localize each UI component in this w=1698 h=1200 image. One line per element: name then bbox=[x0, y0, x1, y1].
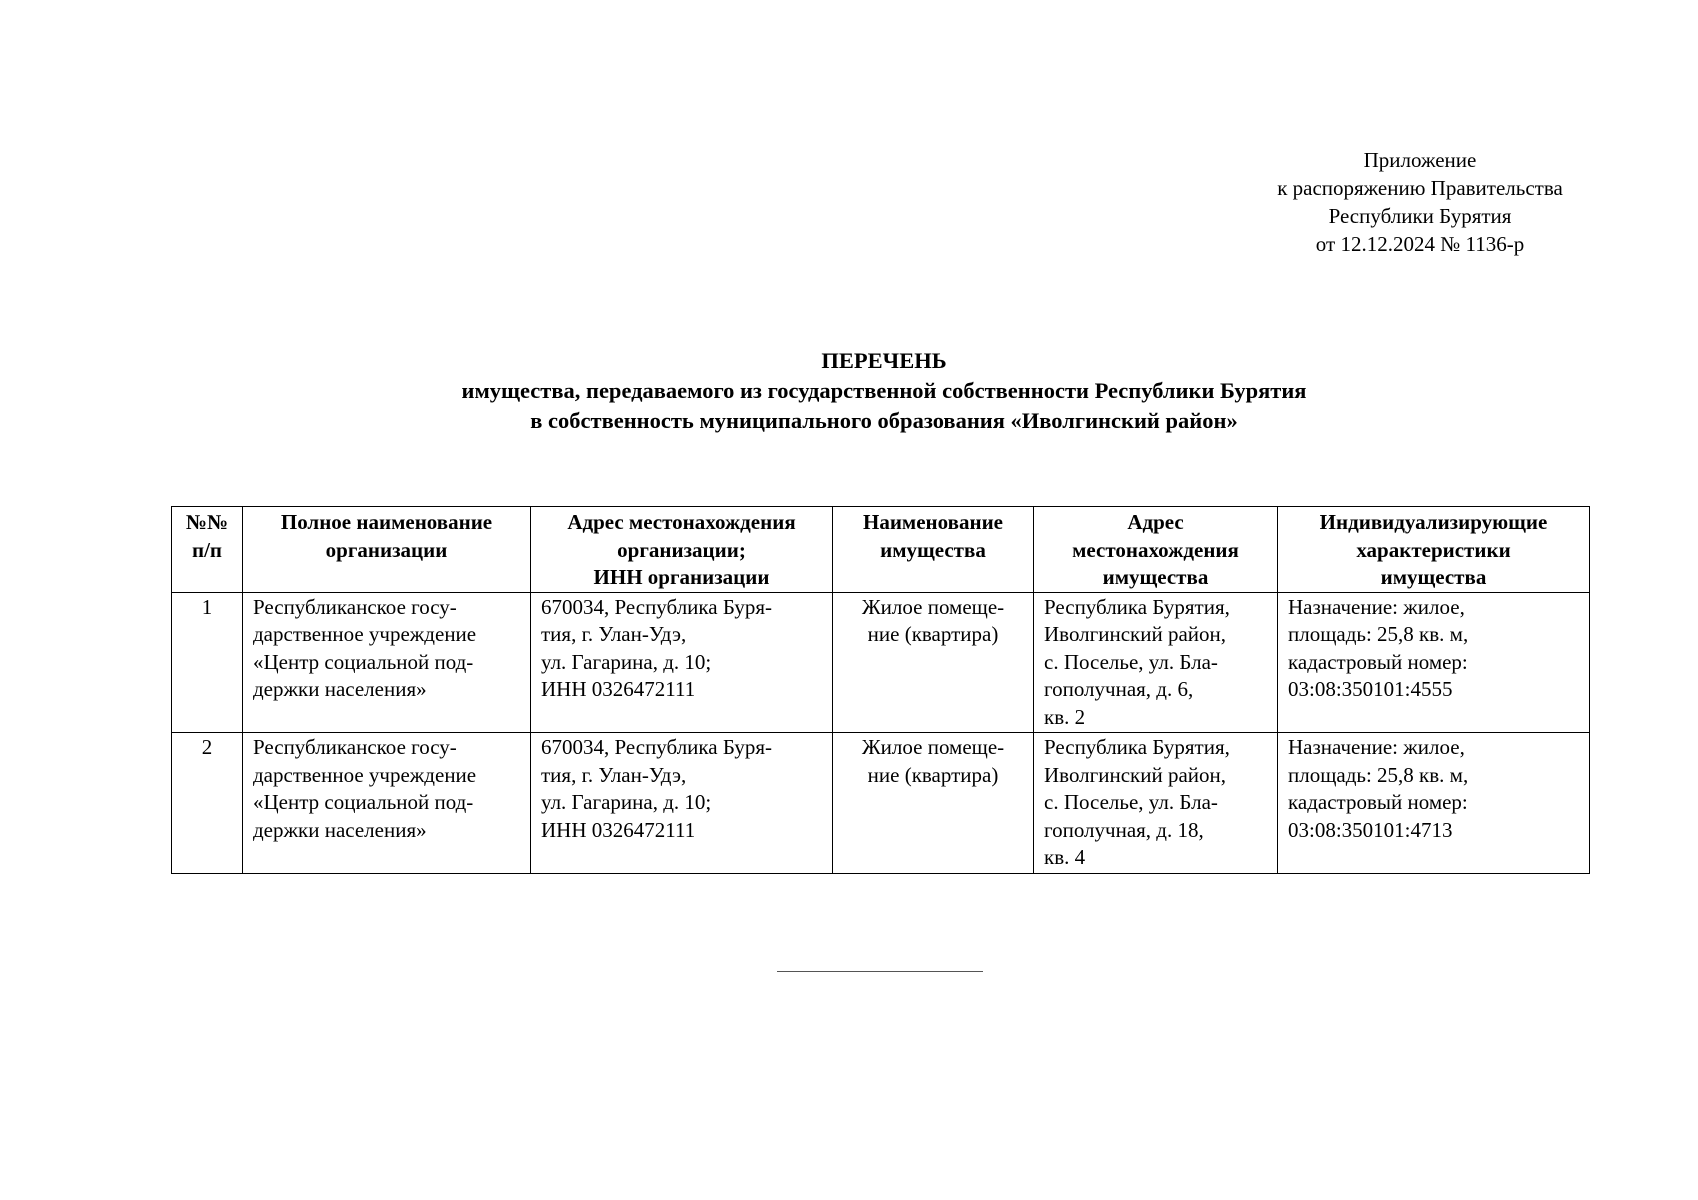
cell-property-address bbox=[1034, 733, 1278, 874]
header-property-address bbox=[1034, 507, 1278, 593]
cell-text: ИНН 0326472111 bbox=[541, 817, 696, 842]
header-organization bbox=[243, 507, 531, 593]
header-text: Адрес bbox=[1127, 510, 1184, 534]
cell-text: Республиканское госу- bbox=[253, 594, 457, 619]
cell-text: дарственное учреждение bbox=[253, 622, 477, 646]
cell-organization bbox=[243, 733, 531, 874]
cell-property-name bbox=[833, 592, 1034, 733]
title-line: имущества, передаваемого из государственной собственности Республики Бурятия bbox=[461, 378, 1307, 403]
header-characteristics bbox=[1278, 507, 1590, 593]
appendix-line: Республики Бурятия bbox=[1328, 204, 1512, 228]
table-row bbox=[172, 733, 1590, 874]
cell-org-address bbox=[531, 592, 833, 733]
cell-text: кв. 2 bbox=[1044, 704, 1086, 729]
cell-text: Жилое помеще- bbox=[861, 735, 1005, 759]
title-line: в собственность муниципального образования «Иволгинский район» bbox=[530, 408, 1238, 433]
cell-text: держки населения» bbox=[253, 677, 427, 701]
cell-text: площадь: 25,8 кв. м, bbox=[1288, 762, 1469, 787]
cell-text: Назначение: жилое, bbox=[1288, 594, 1465, 619]
cell-text: тия, г. Улан-Удэ, bbox=[541, 622, 687, 646]
header-text: Адрес местонахождения bbox=[567, 510, 796, 534]
cell-text: с. Поселье, ул. Бла- bbox=[1044, 649, 1218, 674]
cell-text: Республиканское госу- bbox=[253, 735, 457, 759]
cell-text: ул. Гагарина, д. 10; bbox=[541, 649, 712, 674]
cell-text: гополучная, д. 6, bbox=[1044, 677, 1194, 701]
cell-text: ИНН 0326472111 bbox=[541, 677, 696, 701]
cell-text: с. Поселье, ул. Бла- bbox=[1044, 790, 1218, 814]
cell-text: 670034, Республика Буря- bbox=[541, 735, 773, 759]
cell-text: дарственное учреждение bbox=[253, 762, 477, 787]
cell-text: 670034, Республика Буря- bbox=[541, 594, 773, 619]
cell-text: кв. 4 bbox=[1044, 845, 1086, 869]
table-header-row bbox=[172, 507, 1590, 593]
header-text: №№ bbox=[185, 510, 229, 534]
cell-text: тия, г. Улан-Удэ, bbox=[541, 762, 687, 787]
cell-property-address bbox=[1034, 592, 1278, 733]
header-text: Индивидуализирующие bbox=[1319, 510, 1548, 534]
cell-number: 1 bbox=[172, 592, 243, 733]
cell-text: площадь: 25,8 кв. м, bbox=[1288, 622, 1469, 646]
header-text: организации bbox=[325, 537, 448, 562]
cell-text: 03:08:350101:4555 bbox=[1288, 677, 1453, 701]
cell-text: ние (квартира) bbox=[867, 622, 999, 646]
header-text: имущества bbox=[1380, 565, 1487, 589]
header-number bbox=[172, 507, 243, 593]
cell-text: 03:08:350101:4713 bbox=[1288, 817, 1453, 842]
cell-text: Назначение: жилое, bbox=[1288, 735, 1465, 759]
cell-property-name bbox=[833, 733, 1034, 874]
cell-text: Республика Бурятия, bbox=[1044, 735, 1230, 759]
cell-text: кадастровый номер: bbox=[1288, 649, 1468, 674]
cell-number: 2 bbox=[172, 733, 243, 874]
appendix-block bbox=[1220, 146, 1620, 258]
header-text: имущества bbox=[1102, 565, 1209, 589]
cell-text: «Центр социальной под- bbox=[253, 790, 474, 814]
property-table bbox=[171, 506, 1590, 874]
cell-organization bbox=[243, 592, 531, 733]
header-text: п/п bbox=[191, 537, 223, 562]
cell-org-address bbox=[531, 733, 833, 874]
cell-text: ул. Гагарина, д. 10; bbox=[541, 790, 712, 814]
cell-text: Иволгинский район, bbox=[1044, 762, 1227, 787]
header-text: Наименование bbox=[863, 510, 1003, 534]
cell-text: Иволгинский район, bbox=[1044, 622, 1227, 646]
cell-text: Республика Бурятия, bbox=[1044, 594, 1230, 619]
cell-text: держки населения» bbox=[253, 817, 427, 842]
cell-text: кадастровый номер: bbox=[1288, 790, 1468, 814]
cell-text: гополучная, д. 18, bbox=[1044, 817, 1204, 842]
header-text: характеристики bbox=[1356, 537, 1511, 562]
cell-text: ние (квартира) bbox=[867, 762, 999, 787]
header-text: местонахождения bbox=[1072, 537, 1239, 562]
closing-rule bbox=[777, 971, 983, 972]
header-text: Полное наименование bbox=[280, 510, 493, 534]
header-text: имущества bbox=[880, 537, 986, 562]
cell-characteristics bbox=[1278, 592, 1590, 733]
header-property-name bbox=[833, 507, 1034, 593]
header-org-address bbox=[531, 507, 833, 593]
appendix-line: Приложение bbox=[1363, 148, 1477, 172]
appendix-line: от 12.12.2024 № 1136-р bbox=[1315, 232, 1525, 256]
cell-text: «Центр социальной под- bbox=[253, 649, 474, 674]
header-text: организации; bbox=[617, 537, 746, 562]
header-text: ИНН организации bbox=[593, 565, 770, 589]
cell-text: Жилое помеще- bbox=[861, 594, 1005, 619]
cell-characteristics bbox=[1278, 733, 1590, 874]
title-line: ПЕРЕЧЕНЬ bbox=[821, 348, 947, 373]
table-row bbox=[172, 592, 1590, 733]
document-title bbox=[0, 346, 1698, 436]
appendix-line: к распоряжению Правительства bbox=[1277, 176, 1563, 200]
